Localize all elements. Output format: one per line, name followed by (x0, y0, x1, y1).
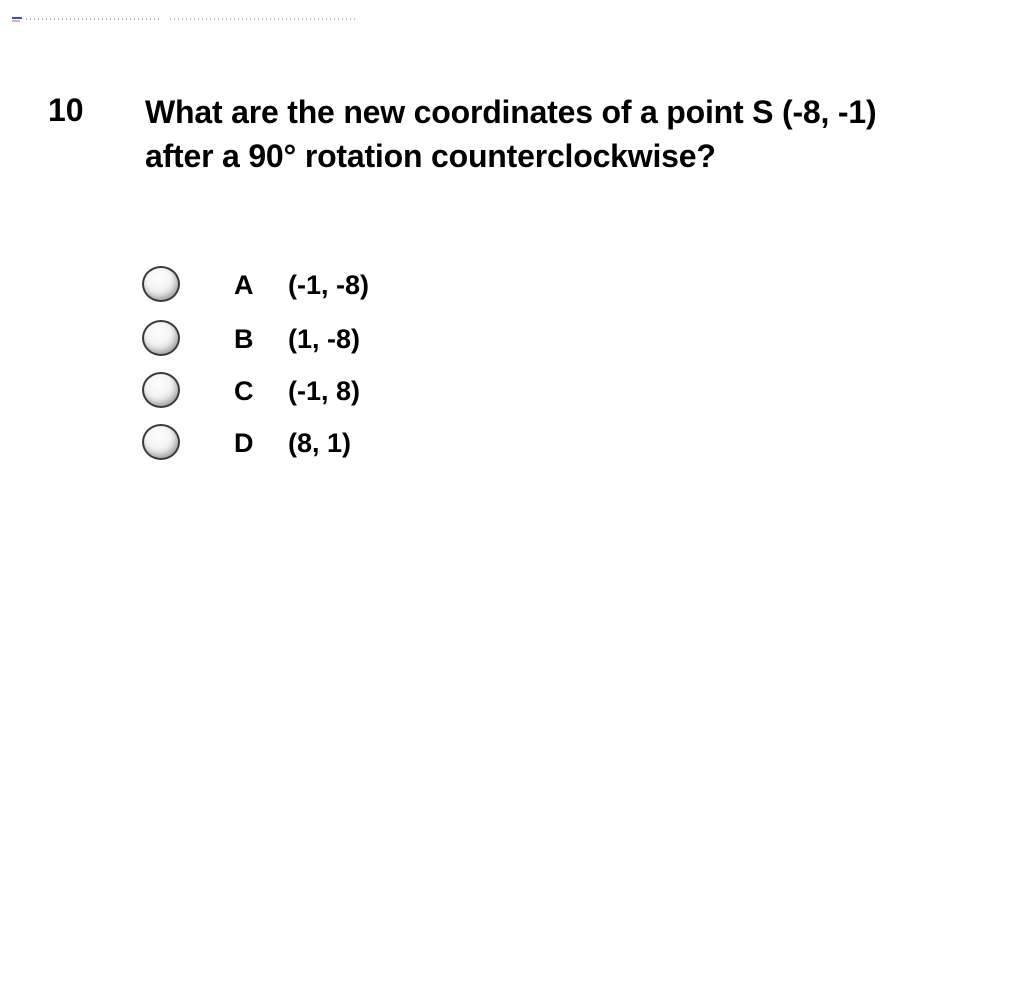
radio-button-d[interactable] (142, 424, 180, 460)
question-number: 10 (48, 92, 84, 128)
radio-button-c[interactable] (142, 372, 180, 408)
choice-text: (-1, -8) (288, 270, 369, 300)
question-text-line-2: after a 90° rotation counterclockwise? (145, 138, 716, 174)
choice-a[interactable] (140, 262, 440, 306)
choice-b[interactable] (140, 316, 440, 360)
choice-c[interactable] (140, 368, 440, 412)
choice-letter: D (234, 428, 254, 458)
choice-d[interactable] (140, 420, 440, 464)
question-text-line-1: What are the new coordinates of a point S (-8, -1) (145, 94, 877, 130)
choice-text: (-1, 8) (288, 376, 361, 406)
choice-letter: A (234, 270, 254, 300)
choice-letter: C (234, 376, 254, 406)
choice-text: (1, -8) (288, 324, 361, 354)
choice-letter: B (234, 324, 254, 354)
radio-button-b[interactable] (142, 320, 180, 356)
radio-button-a[interactable] (142, 266, 180, 302)
choice-text: (8, 1) (288, 428, 352, 458)
